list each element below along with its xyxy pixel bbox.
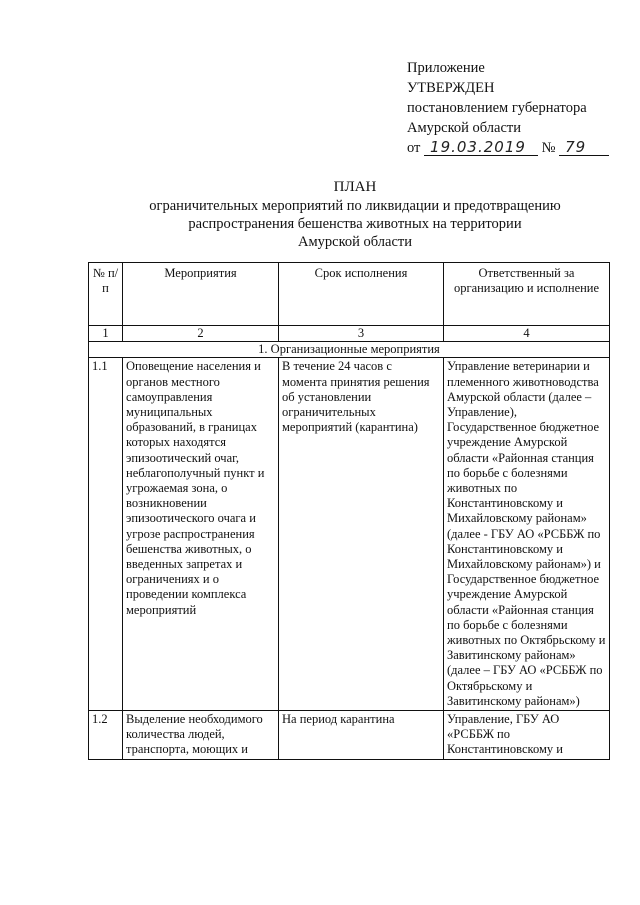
approval-date-line xyxy=(407,138,609,158)
header-deadline: Срок исполнения xyxy=(279,263,444,326)
row-activity: Выделение необходимого количества людей, транспорта, моющих и xyxy=(123,711,279,760)
approval-by-decree: постановлением губернатора xyxy=(407,100,587,116)
row-responsible: Управление, ГБУ АО «РСББЖ по Константиновскому и xyxy=(444,711,610,760)
column-number-row xyxy=(89,326,610,342)
title-line-2: распространения бешенства животных на территории xyxy=(188,216,522,232)
title-main: ПЛАН xyxy=(333,179,377,195)
table-row xyxy=(89,358,610,711)
number-label: № xyxy=(541,140,556,156)
approval-approved: УТВЕРЖДЕН xyxy=(407,80,495,96)
column-number: 2 xyxy=(123,326,279,342)
row-number: 1.2 xyxy=(89,711,123,760)
approval-stamp xyxy=(407,58,609,158)
handwritten-date: 19.03.2019 xyxy=(424,139,538,156)
header-activity: Мероприятия xyxy=(123,263,279,326)
column-number: 3 xyxy=(279,326,444,342)
row-deadline: На период карантина xyxy=(279,711,444,760)
title-line-1: ограничительных мероприятий по ликвидации и предотвращению xyxy=(149,198,561,214)
approval-region: Амурской области xyxy=(407,120,521,136)
section-row xyxy=(89,342,610,358)
header-number: № п/п xyxy=(89,263,123,326)
row-deadline: В течение 24 часов с момента принятия решения об установлении ограничительных мероприятий (карантина) xyxy=(279,358,444,711)
table-row xyxy=(89,711,610,760)
document-title xyxy=(100,178,610,251)
from-label: от xyxy=(407,140,421,156)
table-header-row xyxy=(89,263,610,326)
header-responsible: Ответственный за организацию и исполнение xyxy=(444,263,610,326)
row-activity: Оповещение населения и органов местного самоуправления муниципальных образований, в границах которых находятся эпизоотический очаг, неблагополучный пункт и угрожаемая зона, о возникновении эпизоотического очага и угрозе распространения бешенства животных, о введенных запретах и ограничениях и о проведении комплекса мероприятий xyxy=(123,358,279,711)
row-number: 1.1 xyxy=(89,358,123,711)
approval-appendix: Приложение xyxy=(407,60,485,76)
column-number: 1 xyxy=(89,326,123,342)
handwritten-number: 79 xyxy=(559,139,609,156)
section-title: 1. Организационные мероприятия xyxy=(89,342,610,358)
column-number: 4 xyxy=(444,326,610,342)
plan-table xyxy=(88,262,610,760)
title-line-3: Амурской области xyxy=(298,234,412,250)
row-responsible: Управление ветеринарии и племенного животноводства Амурской области (далее – Управление), Государственное бюджетное учреждение Амурской области «Районная станция по борьбе с болезнями животных по Константиновскому и Михайловскому районам» (далее - ГБУ АО «РСББЖ по Константиновскому и Михайловскому районам») и Государственное бюджетное учреждение Амурской области «Районная станция по борьбе с болезнями животных по Октябрьскому и Завитинскому районам» (далее – ГБУ АО «РСББЖ по Октябрьскому и Завитинскому районам») xyxy=(444,358,610,711)
